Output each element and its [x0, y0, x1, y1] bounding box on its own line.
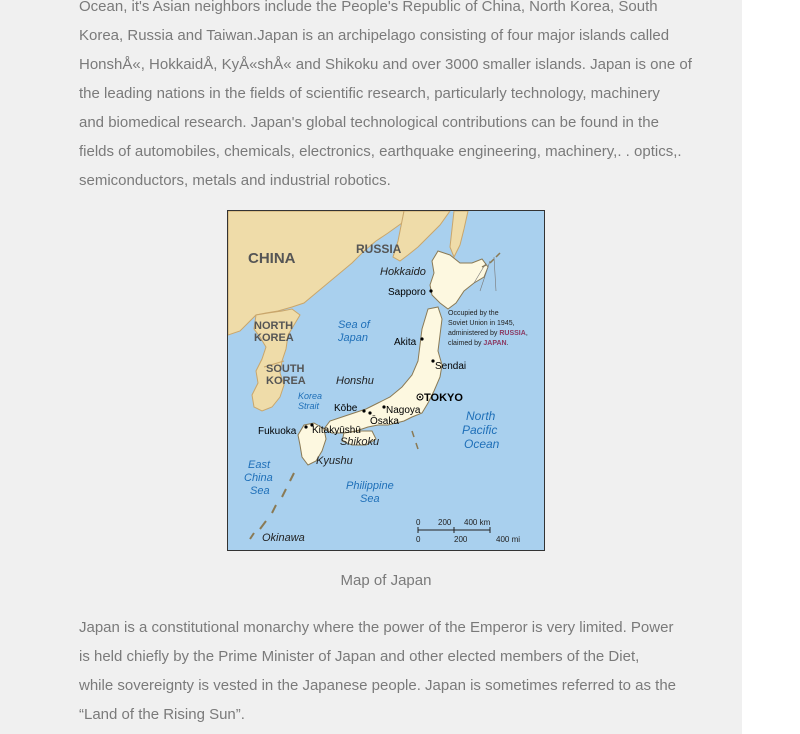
label-fukuoka: Fukuoka — [258, 426, 297, 437]
label-south-korea: SOUTH — [266, 363, 305, 375]
scale-label: 400 mi — [496, 535, 521, 544]
label-korea-strait: Korea — [298, 391, 323, 401]
scale-label: 400 km — [464, 518, 491, 527]
paragraph-line: Ocean, it's Asian neighbors include the People's Republic of China, North Korea, South — [79, 0, 658, 15]
paragraph-line: fields of automobiles, chemicals, electronics, earthquake engineering, machinery,. . optics,. — [79, 143, 682, 160]
label-okinawa: Okinawa — [262, 532, 305, 544]
paragraph-line: semiconductors, metals and industrial robotics. — [79, 172, 391, 189]
label-russia: RUSSIA — [356, 242, 402, 256]
closing-paragraph — [79, 613, 704, 729]
label-sendai: Sendai — [435, 361, 467, 372]
label-north-korea: NORTH — [254, 320, 294, 332]
label-east-china-sea: East — [248, 459, 271, 471]
label-china: CHINA — [248, 250, 296, 267]
label-akita: Akita — [394, 337, 417, 348]
japan-map — [227, 210, 545, 551]
label-honshu: Honshu — [336, 375, 374, 387]
label-north-korea-2: KOREA — [254, 332, 294, 344]
paragraph-line: the leading nations in the fields of scientific research, particularly technology, machinery — [79, 85, 660, 102]
paragraph-line: Japan is a constitutional monarchy where the power of the Emperor is very limited. Power — [79, 619, 674, 636]
label-south-korea-2: KOREA — [266, 375, 306, 387]
label-north-pacific-2: Pacific — [462, 423, 498, 437]
label-osaka: Ōsaka — [370, 416, 399, 427]
note-line: Soviet Union in 1945, — [448, 320, 515, 327]
label-philippine-sea-2: Sea — [360, 493, 380, 505]
scale-label: 0 — [416, 518, 421, 527]
paragraph-line: Korea, Russia and Taiwan.Japan is an archipelago consisting of four major islands called — [79, 27, 670, 44]
label-kitakyushu: Kitakyūshū — [312, 425, 361, 436]
intro-paragraph — [79, 0, 704, 195]
city-dot-fukuoka — [304, 425, 307, 428]
map-caption: Map of Japan — [340, 572, 432, 589]
label-north-pacific-3: Ocean — [464, 437, 500, 451]
capital-dot-tokyo — [419, 396, 421, 398]
label-korea-strait-2: Strait — [298, 401, 320, 411]
scale-label: 0 — [416, 535, 421, 544]
label-east-china-sea-3: Sea — [250, 485, 270, 497]
city-dot-kobe — [362, 409, 365, 412]
label-kobe: Kōbe — [334, 403, 358, 414]
label-sea-of-japan-2: Japan — [338, 332, 368, 344]
city-dot-osaka — [368, 411, 371, 414]
note-line: administered by RUSSIA, — [448, 330, 528, 337]
label-shikoku: Shikoku — [340, 436, 380, 448]
paragraph-line: while sovereignty is vested in the Japanese people. Japan is sometimes referred to as the — [79, 677, 676, 694]
label-north-pacific: North — [466, 409, 496, 423]
label-hokkaido: Hokkaido — [380, 266, 426, 278]
label-sapporo: Sapporo — [388, 287, 426, 298]
label-east-china-sea-2: China — [244, 472, 273, 484]
city-dot-akita — [420, 337, 423, 340]
paragraph-line: is held chiefly by the Prime Minister of Japan and other elected members of the Diet, — [79, 648, 640, 665]
note-line: claimed by JAPAN. — [448, 340, 509, 347]
label-tokyo: TOKYO — [424, 392, 463, 404]
label-sea-of-japan: Sea of — [338, 319, 370, 331]
label-philippine-sea: Philippine — [346, 480, 394, 492]
city-dot-sapporo — [429, 289, 432, 292]
note-line: Occupied by the — [448, 310, 499, 317]
paragraph-line: HonshÅ«, HokkaidÅ, KyÅ«shÅ« and Shikoku and over 3000 smaller islands. Japan is one of — [79, 56, 692, 73]
scale-label: 200 — [438, 518, 452, 527]
paragraph-line: and biomedical research. Japan's global technological contributions can be found in the — [79, 114, 659, 131]
label-kyushu: Kyushu — [316, 455, 353, 467]
paragraph-line: “Land of the Rising Sun”. — [79, 706, 245, 723]
scale-label: 200 — [454, 535, 468, 544]
label-nagoya: Nagoya — [386, 405, 421, 416]
